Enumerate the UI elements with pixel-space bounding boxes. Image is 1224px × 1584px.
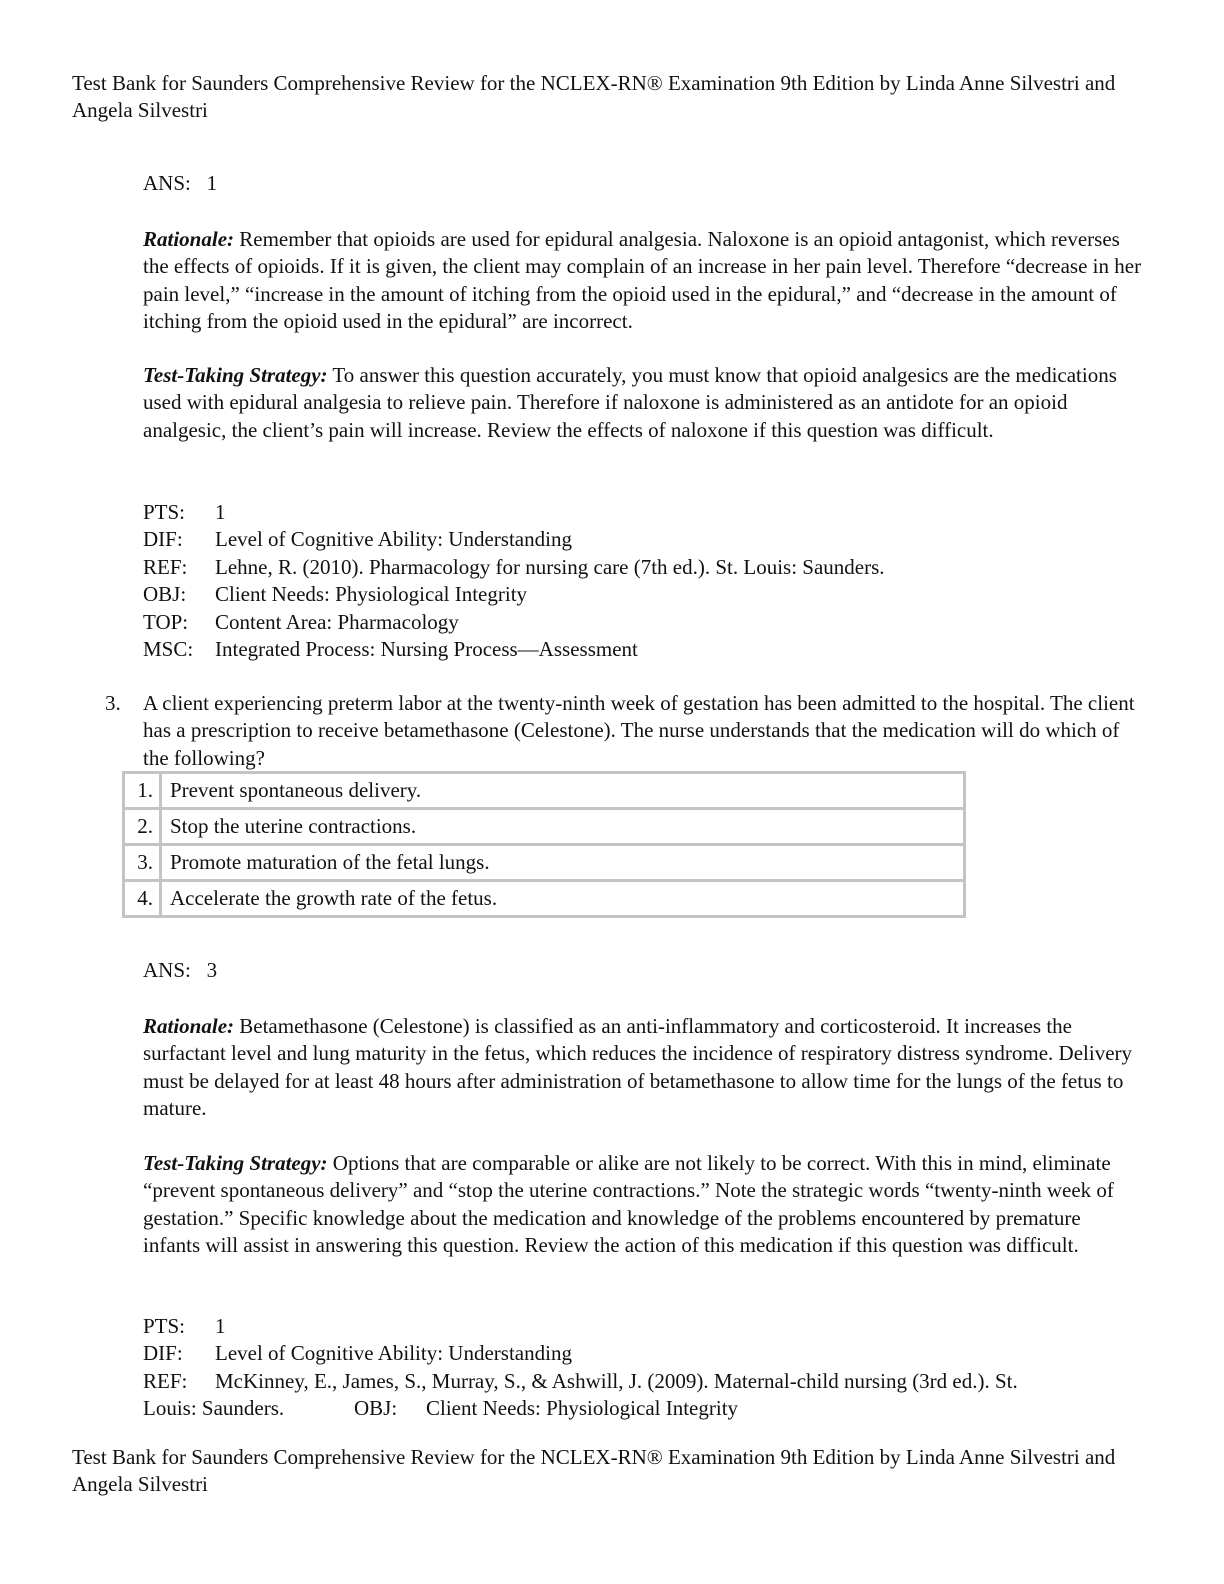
meta-row-dif: [143, 1340, 1143, 1367]
page-header: Test Bank for Saunders Comprehensive Review for the NCLEX-RN® Examination 9th Edition by Linda Anne Silvestri and Angela Silvestri: [72, 71, 1116, 123]
answer-value: 3: [206, 958, 218, 982]
rationale-text: Betamethasone (Celestone) is classified as an anti-inflammatory and corticosteroid. It increases the surfactant level and lung maturity in the fetus, which reduces the incidence of respiratory distress syndrome. Delivery must be delayed for at least 48 hours after administration of betamethasone to allow time for the lungs of the fetus to mature.: [143, 1014, 1133, 1121]
strategy-paragraph: [143, 1150, 1143, 1260]
meta-key: PTS:: [143, 1314, 186, 1338]
meta-key: MSC:: [143, 637, 194, 662]
meta-key: REF:: [143, 554, 188, 579]
meta-row-dif: [143, 526, 1143, 553]
strategy-paragraph: [143, 362, 1143, 444]
page-footer: Test Bank for Saunders Comprehensive Review for the NCLEX-RN® Examination 9th Edition by Linda Anne Silvestri and Angela Silvestri: [72, 1445, 1116, 1497]
rationale-label: Rationale:: [143, 1014, 235, 1038]
meta-row-pts: [143, 1313, 1143, 1340]
option-text: Prevent spontaneous delivery.: [161, 773, 965, 809]
meta-row-ref: [143, 1368, 1143, 1395]
meta-value: 1: [215, 1314, 226, 1338]
question-metadata: [143, 499, 1143, 663]
option-number: 4.: [124, 881, 161, 917]
rationale-paragraph: [143, 226, 1143, 336]
option-row: [124, 845, 965, 881]
meta-row-ref-continued: [143, 1395, 1143, 1422]
answer-label: ANS:: [143, 958, 191, 982]
option-text: Promote maturation of the fetal lungs.: [161, 845, 965, 881]
meta-value: Client Needs: Physiological Integrity: [215, 582, 528, 607]
question-stem: A client experiencing preterm labor at the twenty-ninth week of gestation has been admitted to the hospital. The client has a prescription to receive betamethasone (Celestone). The nurse understands that the medication will do which of the following?: [143, 691, 1135, 770]
meta-value: 1: [215, 500, 226, 524]
meta-key: DIF:: [143, 527, 183, 552]
answer-line: [143, 170, 1143, 197]
meta-value: Client Needs: Physiological Integrity: [426, 1396, 739, 1421]
strategy-text: To answer this question accurately, you must know that opioid analgesics are the medications used with epidural analgesia to relieve pain. Therefore if naloxone is administered as an antidote for an opioid analgesic, the client’s pain will increase. Review the effects of naloxone if this question was difficult.: [143, 363, 1117, 442]
meta-value: Level of Cognitive Ability: Understanding: [215, 1341, 572, 1366]
option-number: 2.: [124, 809, 161, 845]
option-number: 3.: [124, 845, 161, 881]
question-metadata: [143, 1313, 1143, 1423]
meta-value: Lehne, R. (2010). Pharmacology for nursing care (7th ed.). St. Louis: Saunders.: [215, 554, 885, 579]
rationale-paragraph: [143, 1013, 1143, 1123]
option-row: [124, 881, 965, 917]
answer-line: [143, 957, 1143, 984]
question-number: 3.: [105, 691, 121, 715]
option-row: [124, 773, 965, 809]
meta-key: OBJ:: [354, 1396, 398, 1421]
meta-key: PTS:: [143, 500, 186, 524]
meta-row-obj: [143, 581, 1143, 608]
option-text: Accelerate the growth rate of the fetus.: [161, 881, 965, 917]
meta-value: McKinney, E., James, S., Murray, S., & Ashwill, J. (2009). Maternal-child nursing (3rd ed.). St.: [215, 1368, 1018, 1393]
meta-row-pts: [143, 499, 1143, 526]
rationale-label: Rationale:: [143, 227, 235, 251]
strategy-label: Test-Taking Strategy:: [143, 363, 328, 387]
ref-continuation: Louis: Saunders.: [143, 1396, 285, 1421]
strategy-label: Test-Taking Strategy:: [143, 1151, 328, 1175]
strategy-text: Options that are comparable or alike are not likely to be correct. With this in mind, eliminate “prevent spontaneous delivery” and “stop the uterine contractions.” Note the strategic words “twenty-ninth week of gestation.” Specific knowledge about the medication and knowledge of the problems encountered by premature infants will assist in answering this question. Review the action of this medication if this question was difficult.: [143, 1151, 1114, 1258]
meta-row-top: [143, 609, 1143, 636]
meta-key: DIF:: [143, 1341, 183, 1366]
option-text: Stop the uterine contractions.: [161, 809, 965, 845]
answer-value: 1: [206, 171, 218, 195]
meta-key: REF:: [143, 1368, 188, 1393]
option-row: [124, 809, 965, 845]
rationale-text: Remember that opioids are used for epidural analgesia. Naloxone is an opioid antagonist, which reverses the effects of opioids. If it is given, the client may complain of an increase in her pain level. Therefore “decrease in her pain level,” “increase in the amount of itching from the opioid used in the epidural,” and “decrease in the amount of itching from the opioid used in the epidural” are incorrect.: [143, 227, 1142, 334]
meta-key: TOP:: [143, 609, 189, 634]
question-3: [105, 690, 1145, 772]
meta-value: Content Area: Pharmacology: [215, 609, 459, 634]
meta-value: Level of Cognitive Ability: Understanding: [215, 527, 572, 552]
answer-label: ANS:: [143, 171, 191, 195]
meta-row-msc: [143, 636, 1143, 663]
meta-key: OBJ:: [143, 582, 187, 607]
answer-options-table: [122, 771, 966, 918]
option-number: 1.: [124, 773, 161, 809]
meta-row-ref: [143, 554, 1143, 581]
meta-value: Integrated Process: Nursing Process—Assessment: [215, 637, 638, 662]
